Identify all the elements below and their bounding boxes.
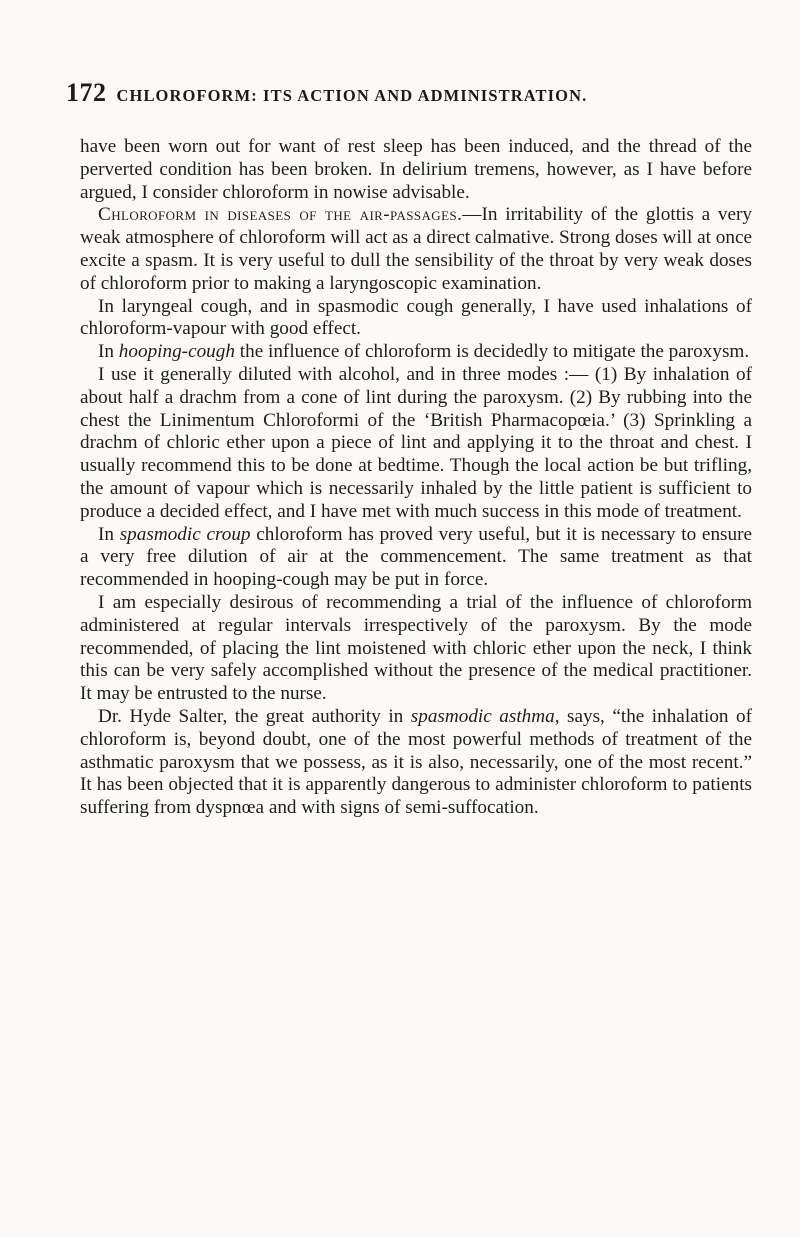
paragraph-text: I use it generally diluted with alcohol, and in three modes :— (1) By inhalation of about half a drachm from a cone of lint during the paroxysm. (2) By rubbing into the chest the Linimentum Chloroformi of the ‘British Pharmacopœia.’ (3) Sprinkling a drachm of chloric ether upon a piece of lint and applying it to the throat and chest. I usually recommend this to be done at bedtime. Though the local action be but trifling, the amount of vapour which is necessarily inhaled by the little patient is sufficient to produce a decided effect, and I have met with much success in this mode of treatment. [80, 363, 752, 522]
paragraph-text: In laryngeal cough, and in spasmodic cough generally, I have used inhalations of chloroform-vapour with good effect. [80, 295, 752, 340]
paragraph-three-modes [80, 364, 752, 524]
paragraph-laryngeal-cough [80, 296, 752, 342]
paragraph-regular-intervals [80, 592, 752, 706]
paragraph-text: Dr. Hyde Salter, the great authority in [98, 705, 411, 727]
paragraph-text: In [98, 341, 119, 363]
paragraph-text: the influence of chloroform is decidedly to mitigate the paroxysm. [234, 341, 750, 363]
paragraph-spasmodic-croup [80, 524, 752, 592]
paragraph-delirium [80, 136, 752, 204]
paragraph-text: have been worn out for want of rest sleep has been induced, and the thread of the perverted condition has been broken. In delirium tremens, however, as I have before argued, I consider chloroform in nowise advisable. [80, 136, 752, 203]
paragraph-text: chloroform has proved very useful, but it is necessary to ensure a very free dilution of air at the commencement. The same treatment as that recommended in hooping-cough may be put in force. [80, 523, 752, 591]
page-number: 172 [66, 78, 107, 107]
italic-term: spasmodic croup [119, 523, 251, 545]
paragraph-spasmodic-asthma [80, 706, 752, 820]
paragraph-text: —In irritability of the glottis a very weak atmosphere of chloroform will act as a direct calmative. Strong doses will at once excite a spasm. It is very useful to dull the sensibility of the throat by very weak doses of chloroform prior to making a laryngoscopic examination. [80, 204, 753, 294]
section-heading: Chloroform in diseases of the air-passages. [98, 204, 463, 226]
paragraph-hooping-cough [80, 341, 752, 364]
paragraph-text: says, “the inhalation of chloroform is, beyond doubt, one of the most powerful methods of treatment of the asthmatic paroxysm that we possess, as it is also, necessarily, one of the most recent.” It has been objected that it is apparently dangerous to administer chloroform to patients suffering from dyspnœa and with signs of semi-suffocation. [80, 705, 752, 819]
paragraph-text: I am especially desirous of recommending a trial of the influence of chloroform administered at regular intervals irrespectively of the paroxysm. By the mode recommended, of placing the lint moistened with chloric ether upon the neck, I think this can be very safely accomplished without the presence of the medical practitioner. It may be entrusted to the nurse. [80, 591, 752, 705]
body-text [80, 136, 752, 820]
running-header [66, 78, 756, 112]
italic-term: spasmodic asthma, [410, 705, 560, 727]
paragraph-air-passages [80, 204, 752, 295]
paragraph-text: In [98, 523, 120, 545]
running-title: CHLOROFORM: ITS ACTION AND ADMINISTRATION. [116, 86, 588, 105]
italic-term: hooping-cough [118, 341, 235, 363]
